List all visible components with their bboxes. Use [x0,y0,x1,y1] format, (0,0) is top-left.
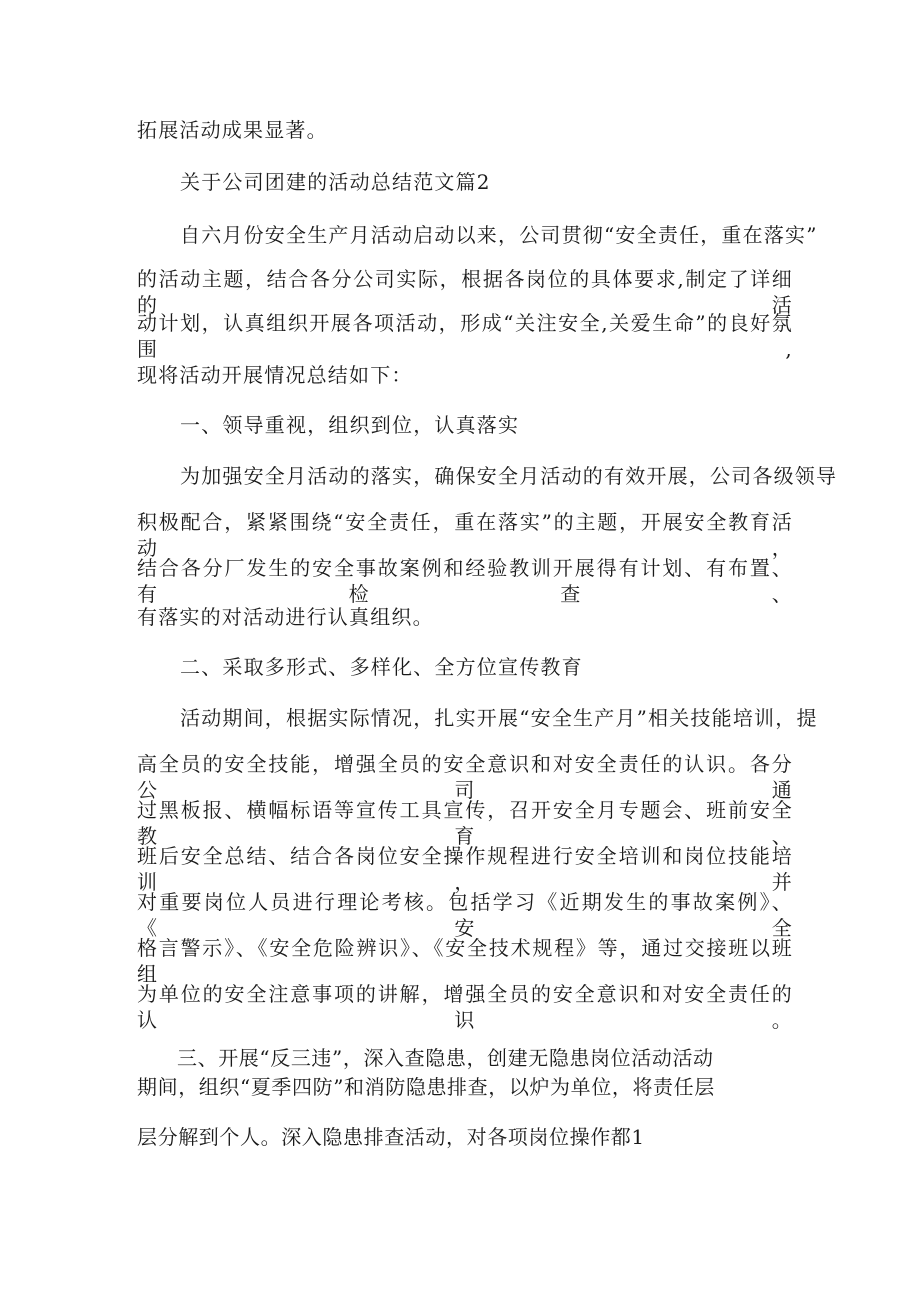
section-1-line-4: 有落实的对活动进行认真组织。 [137,605,434,629]
section-2-line-5: 对重要岗位人员进行理论考核。包括学习《近期发生的事故案例》、《安全 [137,890,793,940]
section-2-line-1: 活动期间，根据实际情况，扎实开展“安全生产月”相关技能培训，提 [180,706,818,730]
intro-line-4: 现将活动开展情况总结如下： [137,363,413,387]
section-3-line-3: 层分解到个人。深入隐患排查活动，对各项岗位操作都1 [137,1125,645,1149]
section-2-line-7: 为单位的安全注意事项的讲解，增强全员的安全意识和对安全责任的认识。 [137,982,793,1032]
intro-line-2: 的活动主题，结合各分公司实际，根据各岗位的具体要求,制定了详细的活 [137,267,793,317]
section-2-line-3: 过黑板报、横幅标语等宣传工具宣传，召开安全月专题会、班前安全教育、 [137,798,793,848]
section-2-line-6: 格言警示》、《安全危险辨识》、《安全技术规程》等，通过交接班以班组 [137,936,793,986]
section-2-line-4: 班后安全总结、结合各岗位安全操作规程进行安全培训和岗位技能培训，并 [137,844,793,894]
intro-line-1: 自六月份安全生产月活动启动以来，公司贯彻“安全责任，重在落实” [180,223,818,247]
article-title: 关于公司团建的活动总结范文篇2 [180,170,491,194]
section-2-line-2: 高全员的安全技能，增强全员的安全意识和对安全责任的认识。各分公司通 [137,752,793,802]
section-1-heading: 一、领导重视，组织到位，认真落实 [180,413,520,437]
section-3-line-1: 三、开展“反三违”，深入查隐患，创建无隐患岗位活动活动 [177,1046,714,1070]
section-2-heading: 二、采取多形式、多样化、全方位宣传教育 [180,655,583,679]
continuation-text: 拓展活动成果显著。 [137,118,328,142]
section-1-line-2: 积极配合，紧紧围绕“安全责任，重在落实”的主题，开展安全教育活动， [137,510,793,560]
section-3-line-2: 期间，组织“夏季四防”和消防隐患排查，以炉为单位，将责任层 [137,1075,715,1099]
section-1-line-3: 结合各分厂发生的安全事故案例和经验教训开展得有计划、有布置、有检查、 [137,556,793,606]
intro-line-3: 动计划，认真组织开展各项活动，形成“关注安全,关爱生命”的良好氛围, [137,311,793,361]
section-1-line-1: 为加强安全月活动的落实，确保安全月活动的有效开展，公司各级领导 [180,464,838,488]
